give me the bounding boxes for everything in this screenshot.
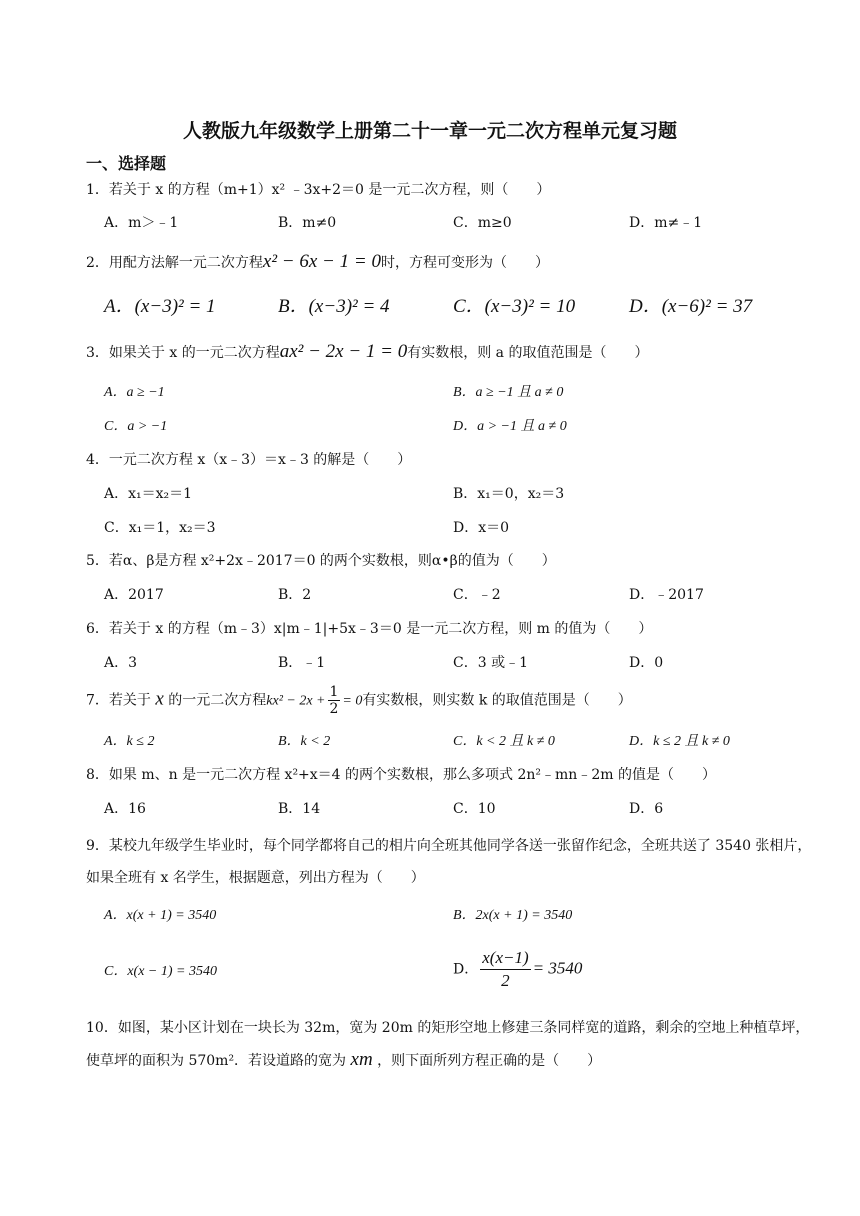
q9-option-c[interactable]: C．x(x − 1) = 3540 <box>104 964 217 979</box>
question-4: 4．一元二次方程 x（x﹣3）＝x﹣3 的解是（ ） <box>86 452 412 468</box>
q4-option-b[interactable]: B．x₁＝0，x₂＝3 <box>453 486 565 502</box>
question-3 <box>86 342 648 363</box>
q8-option-d[interactable]: D．6 <box>629 801 664 817</box>
q2-equation: x² − 6x − 1 = 0 <box>262 251 381 272</box>
q6-option-b[interactable]: B．﹣1 <box>278 655 326 671</box>
q2-option-b[interactable]: B．(x−3)² = 4 <box>278 296 390 317</box>
q3-option-a[interactable]: A．a ≥ −1 <box>104 385 165 400</box>
q2-option-c[interactable]: C．(x−3)² = 10 <box>453 296 576 317</box>
q4-option-c[interactable]: C．x₁＝1，x₂＝3 <box>104 520 216 536</box>
q10-stem-pre: 10．如图，某小区计划在一块长为 32m，宽为 20m 的矩形空地上修建三条同样宽的道路，剩余的空地上种植草坪，使草坪的面积为 570m²．若设道路的宽为 <box>86 1020 810 1069</box>
q1-option-d[interactable]: D．m≠﹣1 <box>629 215 703 231</box>
q7-variable: x <box>155 688 164 710</box>
q7-stem-mid: 的一元二次方程 <box>168 692 267 709</box>
q1-option-b[interactable]: B．m≠0 <box>278 215 337 231</box>
q7-fraction: $\frac{1}{2}$ <box>329 684 339 717</box>
q1-option-a[interactable]: A．m＞﹣1 <box>104 215 179 231</box>
q3-option-b[interactable]: B．a ≥ −1 且 a ≠ 0 <box>453 385 564 400</box>
question-9: 9．某校九年级学生毕业时，每个同学都将自己的相片向全班其他同学各送一张留作纪念，全班共送了 3540 张相片，如果全班有 x 名学生，根据题意，列出方程为（ ） <box>86 838 812 886</box>
q7-option-d[interactable]: D．k ≤ 2 且 k ≠ 0 <box>629 734 730 749</box>
question-6: 6．若关于 x 的方程（m﹣3）x|m﹣1|+5x﹣3＝0 是一元二次方程，则 m 的值为（ ） <box>86 621 653 637</box>
question-7 <box>86 684 632 717</box>
q9-option-d[interactable]: D． $\frac{x(x-1)}{2}$ = 3540 <box>453 948 583 990</box>
q3-stem-pre: 3．如果关于 x 的一元二次方程 <box>86 345 280 361</box>
question-2 <box>86 252 549 273</box>
q7-stem-post: 有实数根，则实数 k 的取值范围是（ ） <box>362 692 632 709</box>
q5-option-d[interactable]: D．﹣2017 <box>629 587 704 603</box>
q9-option-a[interactable]: A．x(x + 1) = 3540 <box>104 908 217 923</box>
q8-option-c[interactable]: C．10 <box>453 801 496 817</box>
question-8: 8．如果 m、n 是一元二次方程 x²+x＝4 的两个实数根，那么多项式 2n²﹣mn﹣2m 的值是（ ） <box>86 767 716 783</box>
q6-option-a[interactable]: A．3 <box>104 655 138 671</box>
q7-equation: kx² − 2x + <box>266 693 326 709</box>
section-heading: 一、选择题 <box>86 154 167 173</box>
q1-option-c[interactable]: C．m≥0 <box>453 215 512 231</box>
q8-option-b[interactable]: B．14 <box>278 801 321 817</box>
question-1: 1．若关于 x 的方程（m+1）x² ﹣3x+2＝0 是一元二次方程，则（ ） <box>86 182 551 198</box>
question-10 <box>86 1012 812 1077</box>
q6-option-c[interactable]: C．3 或﹣1 <box>453 655 528 671</box>
q3-option-c[interactable]: C．a > −1 <box>104 419 168 434</box>
q10-variable: xm <box>350 1049 373 1070</box>
q5-option-b[interactable]: B．2 <box>278 587 312 603</box>
q2-stem-pre: 2．用配方法解一元二次方程 <box>86 255 263 271</box>
question-5: 5．若α、β是方程 x²+2x﹣2017＝0 的两个实数根，则α•β的值为（ ） <box>86 553 556 569</box>
q7-option-a[interactable]: A．k ≤ 2 <box>104 734 155 749</box>
q6-option-d[interactable]: D．0 <box>629 655 664 671</box>
q7-option-c[interactable]: C．k < 2 且 k ≠ 0 <box>453 734 555 749</box>
q2-stem-post: 时，方程可变形为（ ） <box>380 255 549 271</box>
q3-equation: ax² − 2x − 1 = 0 <box>279 341 408 362</box>
page-title: 人教版九年级数学上册第二十一章一元二次方程单元复习题 <box>182 120 677 142</box>
q2-option-a[interactable]: A．(x−3)² = 1 <box>104 296 216 317</box>
q9-d-fraction: $\frac{x(x-1)}{2}$ <box>482 948 529 990</box>
q3-stem-post: 有实数根，则 a 的取值范围是（ ） <box>407 345 649 361</box>
q7-stem-pre: 7．若关于 <box>86 692 151 709</box>
q5-option-a[interactable]: A．2017 <box>104 587 164 603</box>
q4-option-a[interactable]: A．x₁＝x₂＝1 <box>104 486 193 502</box>
q9-option-b[interactable]: B．2x(x + 1) = 3540 <box>453 908 573 923</box>
q10-stem-post: ，则下面所列方程正确的是（ ） <box>377 1053 602 1069</box>
q4-option-d[interactable]: D．x＝0 <box>453 520 510 536</box>
q7-option-b[interactable]: B．k < 2 <box>278 734 331 749</box>
q7-equation-end: = 0 <box>342 693 363 709</box>
q3-option-d[interactable]: D．a > −1 且 a ≠ 0 <box>453 419 567 434</box>
q5-option-c[interactable]: C．﹣2 <box>453 587 501 603</box>
q8-option-a[interactable]: A．16 <box>104 801 146 817</box>
q2-option-d[interactable]: D．(x−6)² = 37 <box>629 296 753 317</box>
